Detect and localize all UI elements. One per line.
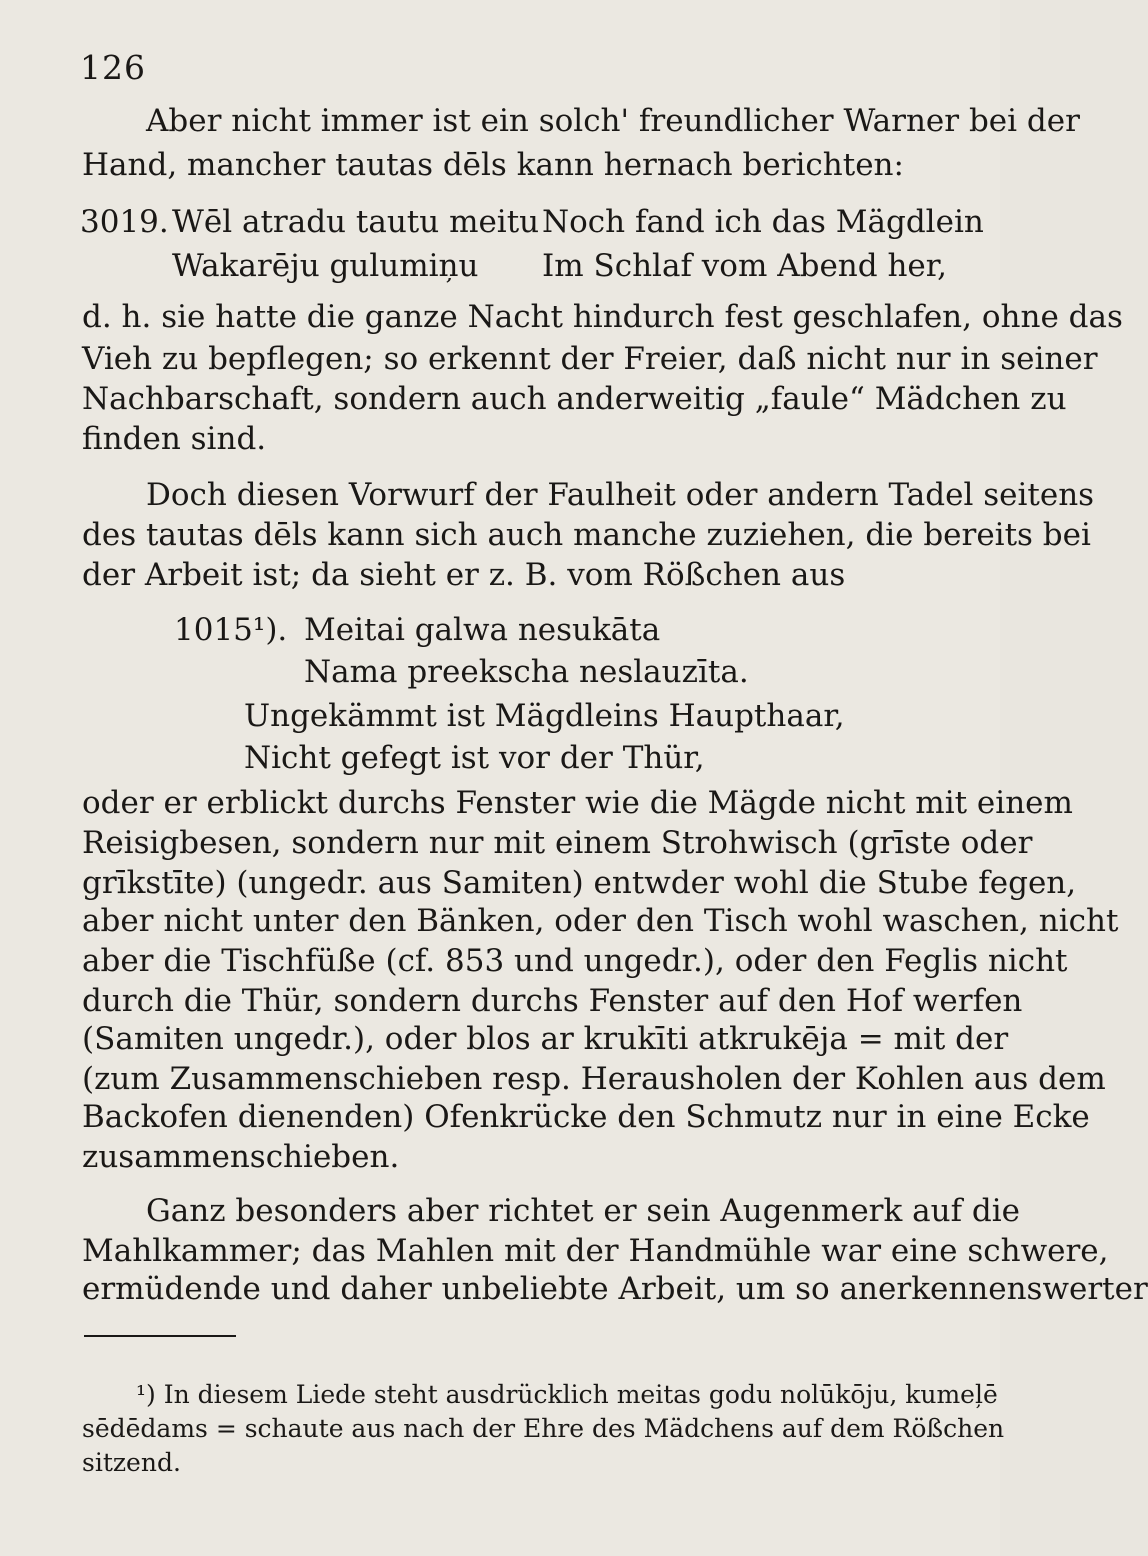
verse-1-german-line: Noch fand ich das Mägdlein <box>542 204 984 240</box>
verse-1-latvian-line: Wakarēju gulumiņu <box>172 248 479 284</box>
paragraph-4-line: Backofen dienenden) Ofenkrücke den Schmutz nur in eine Ecke <box>82 1099 1090 1135</box>
paragraph-5-line: Mahlkammer; das Mahlen mit der Handmühle war eine schwere, <box>82 1233 1109 1269</box>
paragraph-3-line: der Arbeit ist; da sieht er z. B. vom Rößchen aus <box>82 557 846 593</box>
paragraph-4-line: durch die Thür, sondern durchs Fenster auf den Hof werfen <box>82 983 1023 1019</box>
paragraph-5-line: Ganz besonders aber richtet er sein Augenmerk auf die <box>146 1193 1021 1229</box>
page-number: 126 <box>80 48 146 87</box>
verse-1-latvian-line: Wēl atradu tautu meitu <box>172 204 540 240</box>
verse-2-latvian-line: Meitai galwa nesukāta <box>304 612 661 648</box>
paragraph-4-line: Reisigbesen, sondern nur mit einem Strohwisch (grīste oder <box>82 825 1033 861</box>
paragraph-2-line: Vieh zu bepflegen; so erkennt der Freier, daß nicht nur in seiner <box>82 341 1098 377</box>
paragraph-1-line: Hand, mancher tautas dēls kann hernach berichten: <box>82 147 904 183</box>
paragraph-3-line: des tautas dēls kann sich auch manche zuziehen, die bereits bei <box>82 517 1091 553</box>
paragraph-4-line: aber nicht unter den Bänken, oder den Tisch wohl waschen, nicht <box>82 903 1119 939</box>
paragraph-1-line: Aber nicht immer ist ein solch' freundlicher Warner bei der <box>146 103 1080 139</box>
paragraph-4-line: oder er erblickt durchs Fenster wie die Mägde nicht mit einem <box>82 785 1073 821</box>
verse-1-number: 3019. <box>80 204 169 240</box>
paragraph-4-line: (zum Zusammenschieben resp. Herausholen der Kohlen aus dem <box>82 1061 1106 1097</box>
paragraph-3-line: Doch diesen Vorwurf der Faulheit oder andern Tadel seitens <box>146 477 1095 513</box>
verse-2-german-line: Ungekämmt ist Mägdleins Haupthaar, <box>244 698 845 734</box>
paragraph-4-line: grīkstīte) (ungedr. aus Samiten) entwder wohl die Stube fegen, <box>82 865 1077 901</box>
footnote-line: sēdēdams = schaute aus nach der Ehre des Mädchens auf dem Rößchen <box>82 1414 1005 1443</box>
footnote-separator <box>84 1335 236 1337</box>
paragraph-4-line: (Samiten ungedr.), oder blos ar krukīti atkrukēja = mit der <box>82 1021 1009 1057</box>
paragraph-2-line: d. h. sie hatte die ganze Nacht hindurch fest geschlafen, ohne das <box>82 299 1123 335</box>
paragraph-5-line: ermüdende und daher unbeliebte Arbeit, um so anerkennenswerter <box>82 1271 1148 1307</box>
footnote-line: ¹) In diesem Liede steht ausdrücklich meitas godu nolūkōju, kumeļē <box>136 1380 998 1409</box>
verse-1-german-line: Im Schlaf vom Abend her, <box>542 248 948 284</box>
verse-2-latvian-line: Nama preekscha neslauzīta. <box>304 654 749 690</box>
paragraph-4-line: aber die Tischfüße (cf. 853 und ungedr.), oder den Feglis nicht <box>82 943 1068 979</box>
verse-2-german-line: Nicht gefegt ist vor der Thür, <box>244 740 705 776</box>
footnote-line: sitzend. <box>82 1448 181 1477</box>
paragraph-2-line: finden sind. <box>82 421 267 457</box>
paragraph-2-line: Nachbarschaft, sondern auch anderweitig „faule“ Mädchen zu <box>82 381 1067 417</box>
verse-2-number: 1015¹). <box>174 612 288 648</box>
paragraph-4-line: zusammenschieben. <box>82 1139 400 1175</box>
